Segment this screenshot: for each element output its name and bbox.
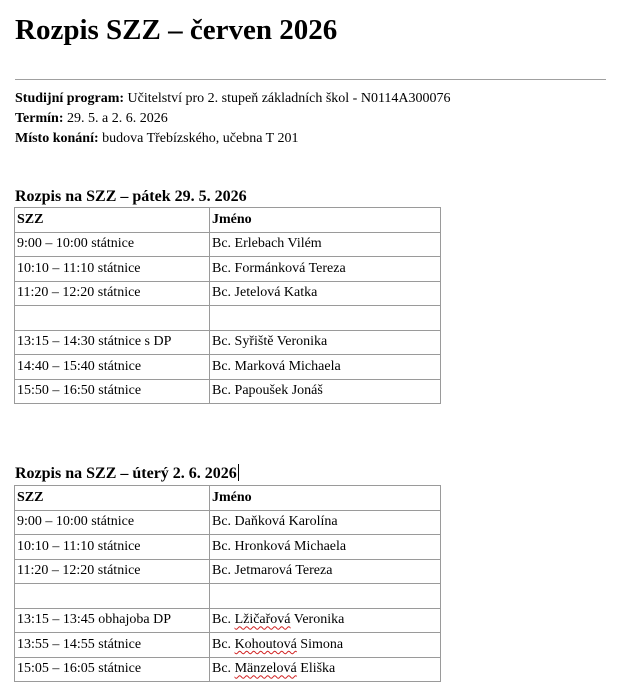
name-cell[interactable] [210,608,441,633]
meta-value: budova Třebízského, učebna T 201 [98,131,299,146]
time-cell[interactable]: 15:05 – 16:05 státnice [15,657,210,682]
section-title-tuesday[interactable] [15,464,239,484]
name-cell[interactable]: Bc. Erlebach Vilém [210,232,441,257]
table-row [15,355,441,380]
meta-label: Studijní program: [15,91,125,106]
text-cursor [238,464,239,481]
name-suffix: Eliška [296,661,336,677]
name-cell[interactable]: Bc. Hronková Michaela [210,535,441,560]
name-cell[interactable] [210,657,441,682]
column-header-szz[interactable]: SZZ [15,208,210,233]
time-cell[interactable]: 14:40 – 15:40 státnice [15,355,210,380]
table-row [15,633,441,658]
name-prefix: Bc. [212,661,235,677]
table-row-empty [15,584,441,609]
name-cell[interactable] [210,633,441,658]
time-cell[interactable]: 13:15 – 13:45 obhajoba DP [15,608,210,633]
table-row [15,657,441,682]
document-title[interactable]: Rozpis SZZ – červen 2026 [15,14,338,46]
time-cell[interactable]: 10:10 – 11:10 státnice [15,257,210,282]
time-cell[interactable]: 9:00 – 10:00 státnice [15,510,210,535]
document-meta [15,89,615,149]
meta-study-program[interactable] [15,89,615,109]
column-header-szz[interactable]: SZZ [15,486,210,511]
table-row [15,281,441,306]
table-row [15,330,441,355]
time-cell[interactable] [15,306,210,331]
horizontal-rule [15,79,606,80]
name-cell[interactable] [210,584,441,609]
meta-label: Místo konání: [15,131,99,146]
name-cell[interactable]: Bc. Daňková Karolína [210,510,441,535]
spellcheck-flagged-word[interactable]: Mänzelová [234,661,297,677]
table-header-row [15,208,441,233]
table-row [15,257,441,282]
name-cell[interactable]: Bc. Papoušek Jonáš [210,379,441,404]
name-suffix: Veronika [290,612,345,628]
table-row [15,510,441,535]
name-cell[interactable] [210,306,441,331]
name-prefix: Bc. [212,636,235,652]
name-suffix: Simona [296,636,344,652]
name-cell[interactable]: Bc. Formánková Tereza [210,257,441,282]
name-cell[interactable]: Bc. Syřiště Veronika [210,330,441,355]
meta-label: Termín: [15,111,64,126]
section-title-text: Rozpis na SZZ – úterý 2. 6. 2026 [15,465,237,482]
schedule-table-tuesday [14,485,441,682]
meta-value: 29. 5. a 2. 6. 2026 [63,111,168,126]
time-cell[interactable]: 11:20 – 12:20 státnice [15,559,210,584]
table-row [15,535,441,560]
time-cell[interactable]: 13:15 – 14:30 státnice s DP [15,330,210,355]
time-cell[interactable]: 10:10 – 11:10 státnice [15,535,210,560]
name-cell[interactable]: Bc. Marková Michaela [210,355,441,380]
table-row-empty [15,306,441,331]
table-row [15,379,441,404]
spellcheck-flagged-word[interactable]: Lžičařová [234,612,291,628]
meta-location[interactable] [15,129,615,149]
table-row [15,559,441,584]
section-title-friday[interactable]: Rozpis na SZZ – pátek 29. 5. 2026 [15,188,247,205]
name-cell[interactable]: Bc. Jetmarová Tereza [210,559,441,584]
spellcheck-flagged-word[interactable]: Kohoutová [234,636,297,652]
time-cell[interactable]: 15:50 – 16:50 státnice [15,379,210,404]
meta-value: Učitelství pro 2. stupeň základních škol - N0114A300076 [124,91,451,106]
time-cell[interactable]: 13:55 – 14:55 státnice [15,633,210,658]
time-cell[interactable] [15,584,210,609]
table-row [15,608,441,633]
time-cell[interactable]: 11:20 – 12:20 státnice [15,281,210,306]
schedule-table-friday [14,207,441,404]
table-row [15,232,441,257]
time-cell[interactable]: 9:00 – 10:00 státnice [15,232,210,257]
column-header-name[interactable]: Jméno [210,486,441,511]
name-cell[interactable]: Bc. Jetelová Katka [210,281,441,306]
column-header-name[interactable]: Jméno [210,208,441,233]
meta-term[interactable] [15,109,615,129]
table-header-row [15,486,441,511]
name-prefix: Bc. [212,612,235,628]
